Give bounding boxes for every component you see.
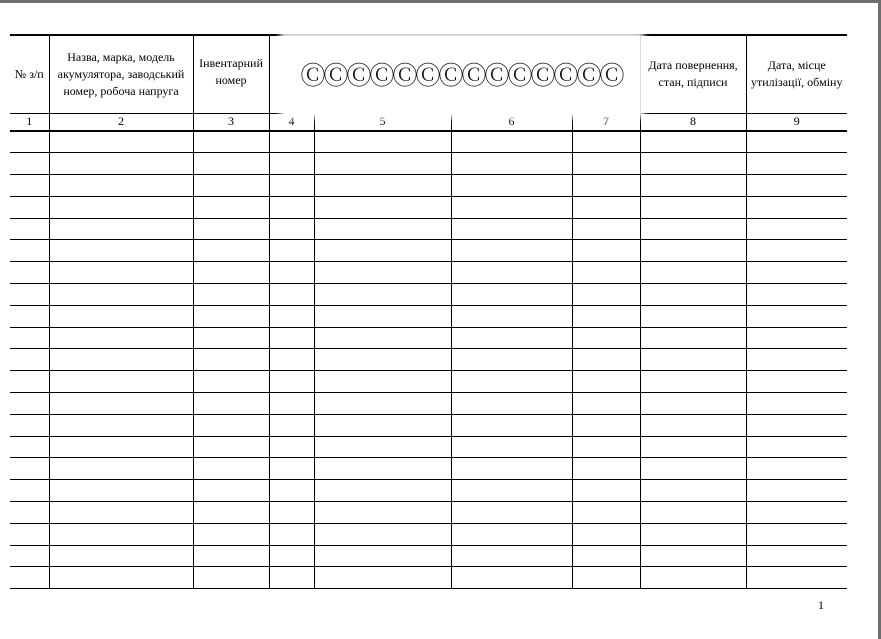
table-cell	[572, 458, 640, 480]
table-cell	[746, 436, 847, 458]
table-cell	[451, 480, 572, 502]
table-cell	[572, 131, 640, 153]
table-cell	[451, 458, 572, 480]
table-cell	[314, 153, 451, 175]
table-cell	[572, 523, 640, 545]
table-cell	[640, 480, 746, 502]
table-cell	[451, 371, 572, 393]
table-cell	[572, 436, 640, 458]
column-number: 4	[269, 113, 314, 131]
table-cell	[193, 545, 269, 567]
table-cell	[193, 175, 269, 197]
table-cell	[451, 175, 572, 197]
table-cell	[746, 327, 847, 349]
accumulator-ledger-table	[10, 34, 847, 589]
table-cell	[640, 327, 746, 349]
table-cell	[746, 371, 847, 393]
table-cell	[269, 327, 314, 349]
table-cell	[746, 175, 847, 197]
table-cell	[640, 131, 746, 153]
table-cell	[314, 567, 451, 589]
table-cell	[572, 305, 640, 327]
table-cell	[572, 240, 640, 262]
table-row	[10, 545, 847, 567]
table-cell	[746, 523, 847, 545]
table-cell	[640, 371, 746, 393]
table-cell	[746, 131, 847, 153]
table-cell	[269, 567, 314, 589]
table-cell	[10, 393, 49, 415]
table-cell	[269, 349, 314, 371]
table-cell	[49, 502, 193, 524]
table-cell	[269, 545, 314, 567]
table-cell	[640, 262, 746, 284]
table-cell	[269, 262, 314, 284]
table-cell	[451, 284, 572, 306]
table-cell	[640, 153, 746, 175]
table-cell	[269, 502, 314, 524]
table-cell	[193, 523, 269, 545]
table-cell	[451, 196, 572, 218]
table-cell	[640, 196, 746, 218]
table-cell	[746, 349, 847, 371]
table-cell	[269, 284, 314, 306]
table-cell	[49, 414, 193, 436]
table-cell	[640, 218, 746, 240]
column-number: 5	[314, 113, 451, 131]
table-cell	[314, 545, 451, 567]
table-cell	[640, 175, 746, 197]
table-cell	[314, 131, 451, 153]
table-cell	[269, 196, 314, 218]
table-cell	[49, 218, 193, 240]
table-cell	[314, 414, 451, 436]
table-cell	[193, 414, 269, 436]
table-cell	[49, 349, 193, 371]
table-row	[10, 327, 847, 349]
table-cell	[746, 545, 847, 567]
table-cell	[193, 284, 269, 306]
table-row	[10, 218, 847, 240]
table-cell	[746, 480, 847, 502]
table-cell	[451, 131, 572, 153]
table-cell	[451, 305, 572, 327]
table-cell	[49, 480, 193, 502]
table-cell	[746, 305, 847, 327]
header-inventory-number-text: Інвентарний номер	[199, 55, 263, 87]
table-cell	[572, 196, 640, 218]
table-cell	[451, 218, 572, 240]
table-cell	[314, 480, 451, 502]
table-cell	[314, 305, 451, 327]
table-cell	[314, 218, 451, 240]
column-number: 2	[49, 113, 193, 131]
column-number-row	[10, 113, 847, 131]
table-cell	[314, 371, 451, 393]
table-cell	[269, 436, 314, 458]
table-cell	[572, 284, 640, 306]
table-cell	[746, 196, 847, 218]
table-cell	[10, 458, 49, 480]
table-cell	[314, 240, 451, 262]
page-number: 1	[818, 598, 824, 612]
table-cell	[746, 218, 847, 240]
table-cell	[269, 414, 314, 436]
column-number: 7	[572, 113, 640, 131]
header-return-date: Дата повернення, стан, підписи	[640, 35, 746, 113]
table-cell	[49, 393, 193, 415]
table-cell	[746, 153, 847, 175]
table-cell	[193, 327, 269, 349]
table-cell	[451, 327, 572, 349]
header-row	[10, 35, 847, 113]
table-cell	[193, 262, 269, 284]
table-cell	[269, 240, 314, 262]
column-number: 9	[746, 113, 847, 131]
table-cell	[269, 153, 314, 175]
table-cell	[10, 131, 49, 153]
table-row	[10, 175, 847, 197]
column-number: 8	[640, 113, 746, 131]
table-cell	[451, 567, 572, 589]
table-cell	[10, 327, 49, 349]
table-cell	[10, 153, 49, 175]
table-cell	[640, 458, 746, 480]
table-cell	[10, 284, 49, 306]
table-cell	[10, 436, 49, 458]
table-cell	[572, 262, 640, 284]
column-number: 1	[10, 113, 49, 131]
table-cell	[269, 480, 314, 502]
table-cell	[10, 480, 49, 502]
table-cell	[49, 262, 193, 284]
table-cell	[10, 305, 49, 327]
table-cell	[49, 196, 193, 218]
table-cell	[314, 436, 451, 458]
table-cell	[572, 349, 640, 371]
table-row	[10, 284, 847, 306]
table-row	[10, 196, 847, 218]
header-disposal-date: Дата, місце утилізації, обміну	[746, 35, 847, 113]
table-cell	[746, 262, 847, 284]
table-cell	[572, 545, 640, 567]
table-cell	[10, 218, 49, 240]
table-cell	[451, 153, 572, 175]
table-cell	[314, 523, 451, 545]
table-cell	[49, 153, 193, 175]
column-number: 3	[193, 113, 269, 131]
table-cell	[572, 393, 640, 415]
table-cell	[314, 327, 451, 349]
table-cell	[193, 218, 269, 240]
table-cell	[269, 218, 314, 240]
table-cell	[193, 393, 269, 415]
table-cell	[193, 153, 269, 175]
table-cell	[10, 175, 49, 197]
table-cell	[193, 196, 269, 218]
table-row	[10, 436, 847, 458]
table-row	[10, 523, 847, 545]
table-cell	[49, 458, 193, 480]
table-cell	[451, 240, 572, 262]
table-cell	[314, 175, 451, 197]
table-cell	[10, 414, 49, 436]
table-cell	[746, 567, 847, 589]
table-cell	[49, 284, 193, 306]
table-cell	[10, 567, 49, 589]
table-cell	[193, 458, 269, 480]
table-row	[10, 414, 847, 436]
table-cell	[640, 545, 746, 567]
header-name-model: Назва, марка, модель акумулятора, заводський номер, робоча напруга	[49, 35, 193, 113]
table-cell	[10, 262, 49, 284]
table-cell	[10, 523, 49, 545]
table-cell	[269, 175, 314, 197]
header-inventory-number	[193, 35, 269, 113]
table-cell	[193, 502, 269, 524]
table-cell	[10, 371, 49, 393]
copyright-watermark: ⒸⒸⒸⒸⒸⒸⒸⒸⒸⒸⒸⒸⒸⒸ	[284, 36, 640, 114]
table-cell	[572, 567, 640, 589]
table-cell	[640, 284, 746, 306]
table-cell	[572, 480, 640, 502]
table-row	[10, 458, 847, 480]
table-cell	[49, 436, 193, 458]
table-cell	[10, 240, 49, 262]
table-cell	[314, 262, 451, 284]
table-cell	[193, 436, 269, 458]
table-cell	[640, 305, 746, 327]
table-row	[10, 131, 847, 153]
table-cell	[49, 371, 193, 393]
table-cell	[193, 567, 269, 589]
table-cell	[640, 523, 746, 545]
table-cell	[193, 480, 269, 502]
table-cell	[193, 240, 269, 262]
table-cell	[193, 349, 269, 371]
table-cell	[640, 502, 746, 524]
table-cell	[49, 240, 193, 262]
table-cell	[49, 567, 193, 589]
table-cell	[269, 305, 314, 327]
table-cell	[572, 502, 640, 524]
table-cell	[640, 349, 746, 371]
table-cell	[10, 349, 49, 371]
table-cell	[269, 458, 314, 480]
table-row	[10, 240, 847, 262]
table-cell	[640, 436, 746, 458]
table-cell	[314, 196, 451, 218]
header-obscured-columns	[269, 35, 640, 113]
table-row	[10, 567, 847, 589]
table-cell	[451, 545, 572, 567]
table-row	[10, 480, 847, 502]
table-cell	[49, 131, 193, 153]
table-cell	[49, 305, 193, 327]
table-cell	[572, 175, 640, 197]
table-cell	[193, 371, 269, 393]
table-cell	[451, 262, 572, 284]
table-cell	[746, 458, 847, 480]
table-cell	[640, 393, 746, 415]
table-cell	[314, 349, 451, 371]
table-cell	[451, 436, 572, 458]
table-cell	[451, 523, 572, 545]
table-cell	[49, 175, 193, 197]
table-cell	[640, 567, 746, 589]
table-cell	[746, 414, 847, 436]
table-cell	[193, 131, 269, 153]
table-cell	[451, 349, 572, 371]
table-cell	[746, 284, 847, 306]
table-cell	[572, 218, 640, 240]
table-row	[10, 305, 847, 327]
table-row	[10, 349, 847, 371]
table-cell	[269, 523, 314, 545]
table-cell	[572, 414, 640, 436]
table-cell	[269, 393, 314, 415]
column-number: 6	[451, 113, 572, 131]
table-row	[10, 262, 847, 284]
table-cell	[49, 545, 193, 567]
table-cell	[451, 502, 572, 524]
table-cell	[314, 393, 451, 415]
table-cell	[451, 393, 572, 415]
table-cell	[10, 545, 49, 567]
table-cell	[193, 305, 269, 327]
table-cell	[572, 153, 640, 175]
table-cell	[49, 523, 193, 545]
table-cell	[572, 371, 640, 393]
table-row	[10, 371, 847, 393]
table-cell	[640, 414, 746, 436]
table-cell	[746, 393, 847, 415]
table-row	[10, 153, 847, 175]
table-row	[10, 502, 847, 524]
table-cell	[451, 414, 572, 436]
table-cell	[572, 327, 640, 349]
table-cell	[640, 240, 746, 262]
table-cell	[746, 502, 847, 524]
table-cell	[314, 284, 451, 306]
table-cell	[314, 458, 451, 480]
table-cell	[269, 371, 314, 393]
table-cell	[10, 196, 49, 218]
table-cell	[746, 240, 847, 262]
header-number: № з/п	[10, 35, 49, 113]
table-row	[10, 393, 847, 415]
table-cell	[314, 502, 451, 524]
table-cell	[10, 502, 49, 524]
table-cell	[49, 327, 193, 349]
table-cell	[269, 131, 314, 153]
